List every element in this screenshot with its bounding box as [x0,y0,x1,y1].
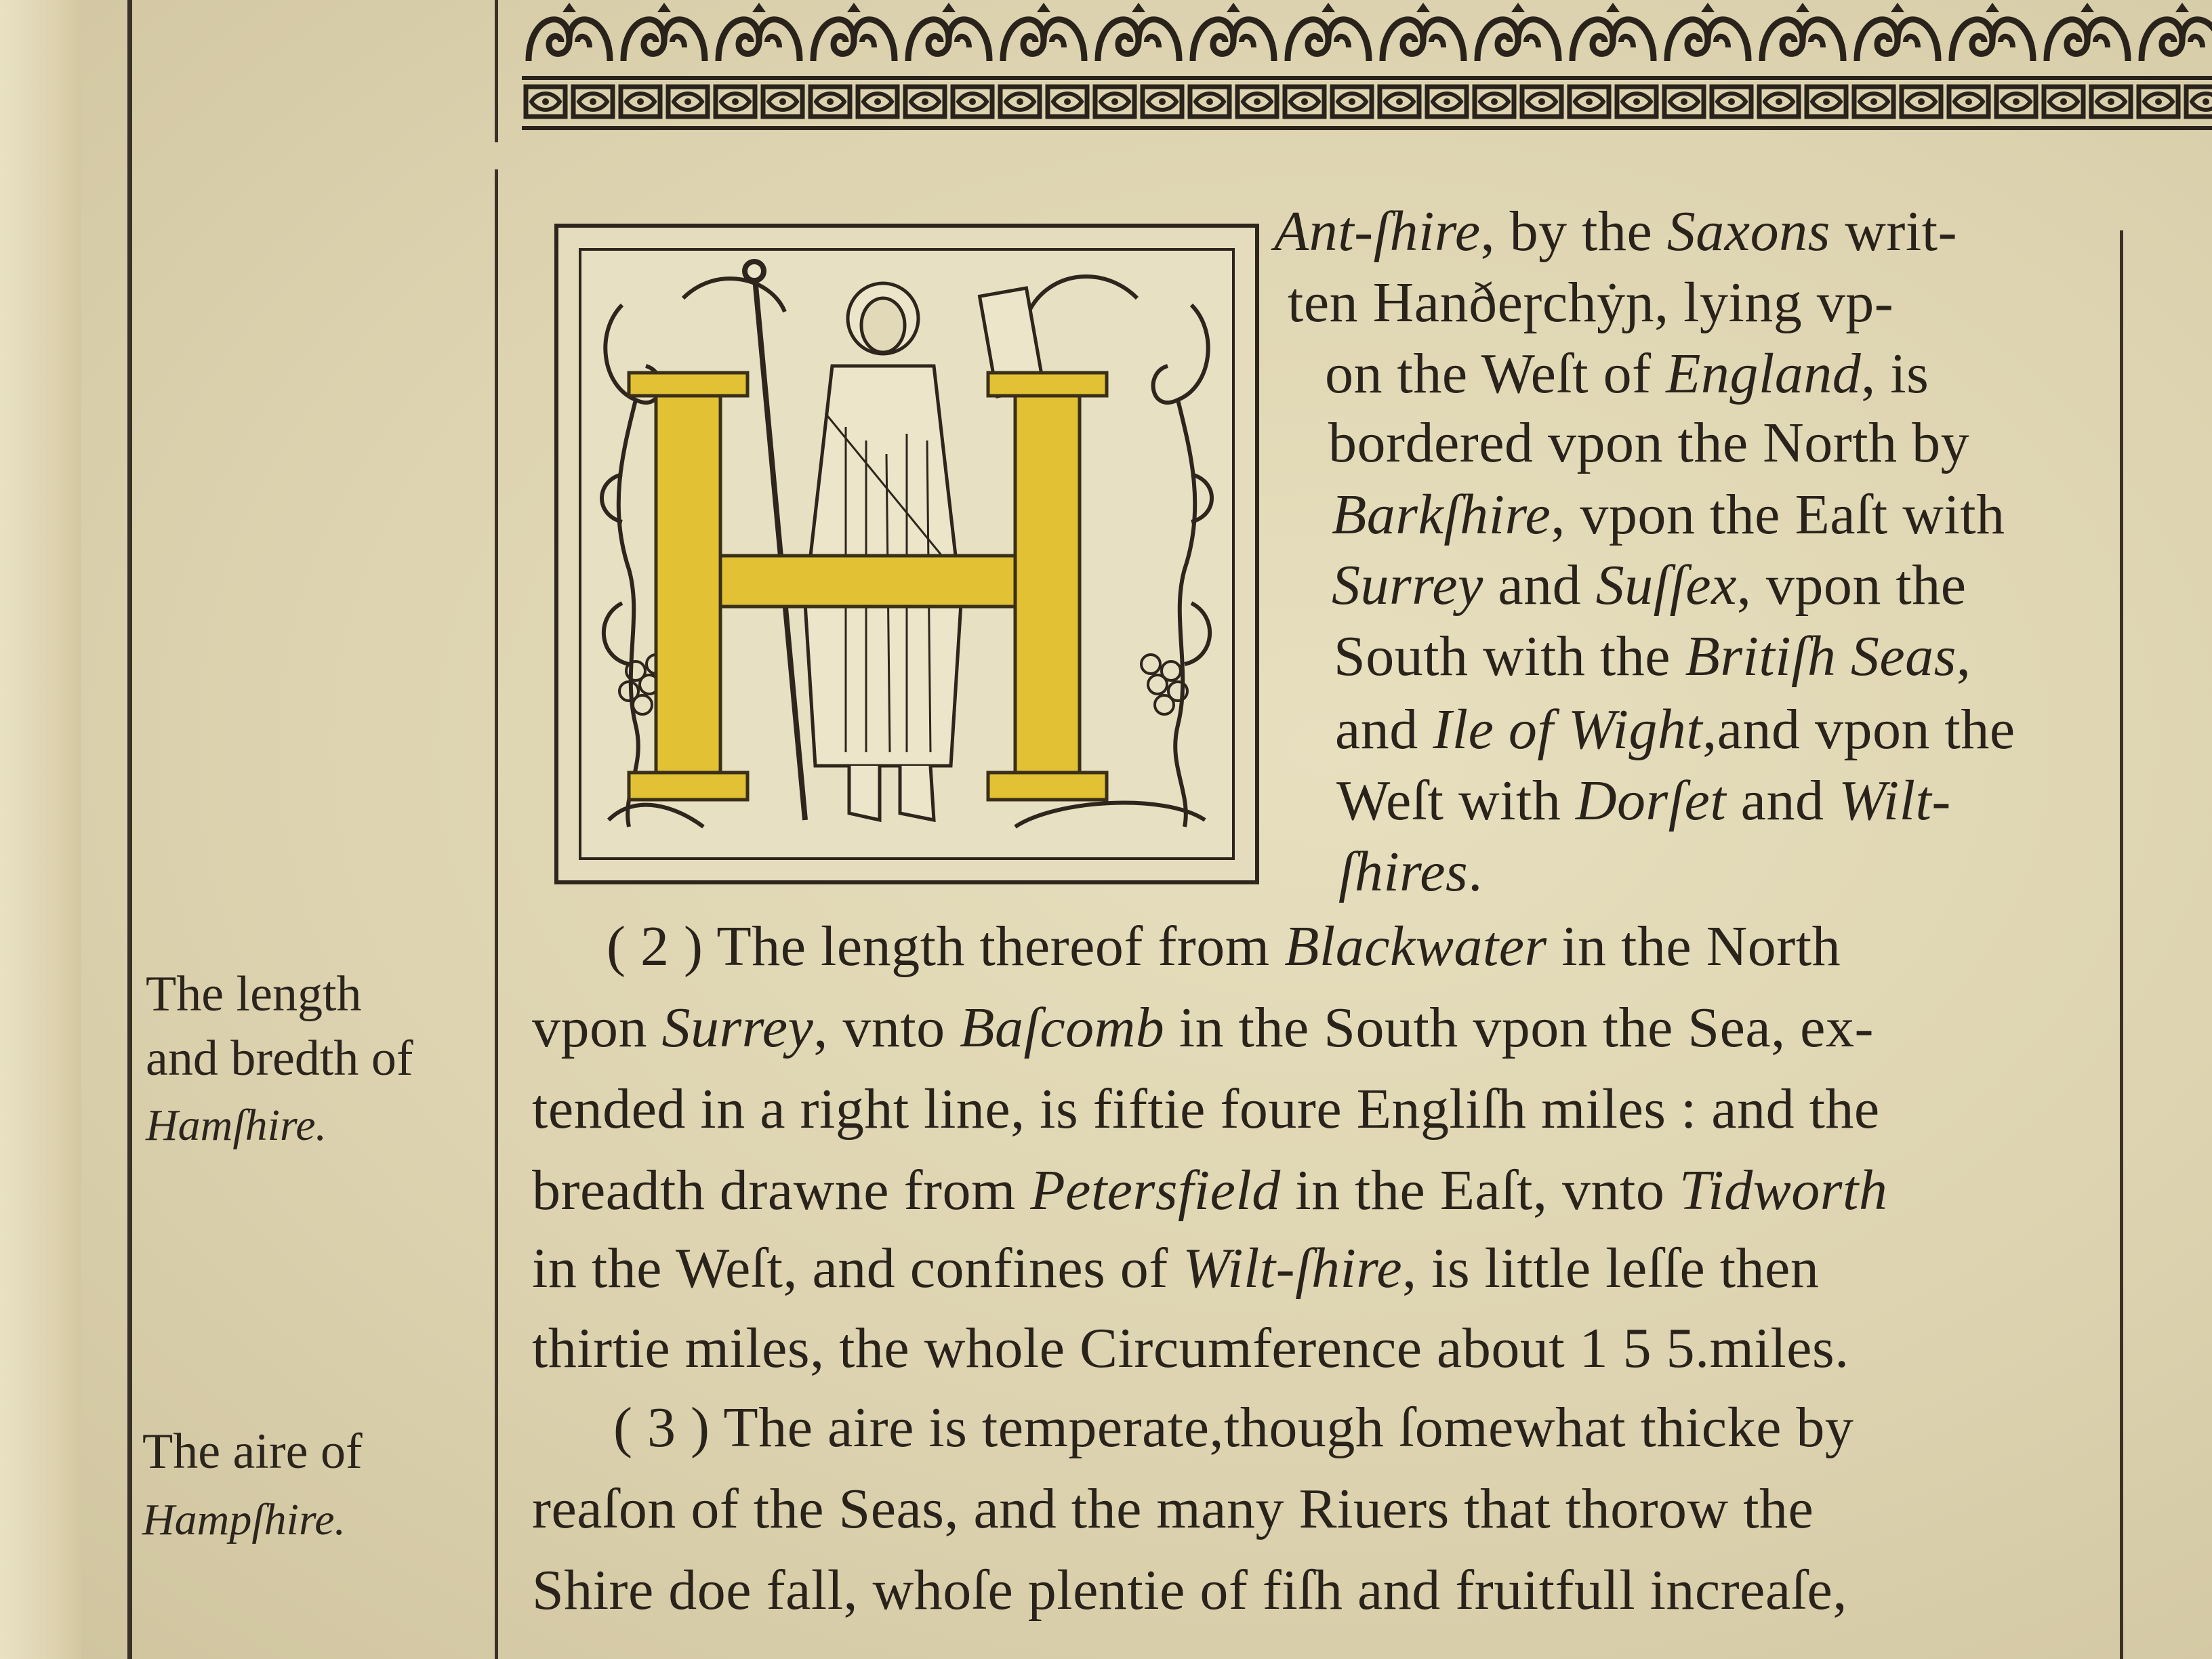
decorated-initial [554,224,1259,884]
p1-l1-c: Saxons [1666,200,1830,263]
p1-l7-a: South with the [1334,625,1685,688]
p2-l2-d: Baſcomb [960,996,1165,1059]
margin-note-2-line-2: Hampſhire. [142,1495,346,1544]
p2-l2-a: vpon [532,996,662,1059]
p1-line-3 [1325,342,1929,405]
p1-line-4 [1328,411,1970,474]
p1-l6-a: Surrey [1332,554,1483,617]
p1-l8-b: Ile of Wight [1433,698,1703,761]
p1-l1-d: writ- [1830,200,1958,263]
p3-l3-a: Shire doe fall, whoſe plentie of fiſh and fruitfull increaſe, [532,1559,1847,1622]
p2-l2-c: , vnto [813,996,960,1059]
p1-l9-a: Weſt with [1336,769,1576,832]
p1-l3-b: England [1666,342,1862,405]
p2-l4-c: in the Eaſt, vnto [1280,1159,1679,1222]
p2-l2-e: in the South vpon the Sea, ex- [1164,996,1874,1059]
p1-l7-b: Britiſh Seas [1685,625,1957,688]
p1-l1-a: Ant-ſhire [1274,200,1481,263]
p1-line-7 [1334,625,1971,688]
p2-l5-c: , is little leſſe then [1402,1237,1820,1300]
p2-line-5 [532,1237,1820,1300]
p1-l7-c: , [1956,625,1971,688]
p2-line-4 [532,1159,1888,1222]
p2-l1-b: Blackwater [1284,915,1547,978]
p1-l1-b: , by the [1480,200,1667,263]
decorated-initial-inner [579,248,1235,860]
p1-line-6 [1332,554,1967,617]
margin-note-1-line-3: Hamſhire. [146,1101,327,1150]
p2-l1-a: ( 2 ) The length thereof from [607,915,1285,978]
margin-note-1-line-2: and bredth of [146,1031,413,1086]
p1-l5-b: , vpon the Eaſt with [1551,483,2005,546]
p1-l8-a: and [1335,698,1433,761]
p3-line-1 [613,1396,1854,1459]
p2-l6-a: thirtie miles, the whole Circumference about 1 5 5.miles. [532,1317,1849,1380]
p1-line-2 [1288,271,1894,334]
p1-line-5 [1332,483,2005,546]
p2-l2-b: Surrey [661,996,814,1059]
initial-illustration [581,251,1232,857]
inner-column-rule [495,169,498,1659]
p1-l9-b: Dorſet [1575,769,1727,832]
p2-l5-b: Wilt-ſhire [1183,1237,1403,1300]
ornament-band [522,0,2212,136]
p2-l5-a: in the Weſt, and confines of [532,1237,1183,1300]
p1-line-9 [1336,769,1951,832]
p1-line-1 [1274,200,1958,263]
p3-line-3 [532,1559,1847,1622]
p2-l4-d: Tidworth [1679,1159,1888,1222]
p1-l9-c: and [1726,769,1839,832]
margin-note-1-line-1: The length [146,966,362,1022]
outer-margin-rule [127,0,132,1659]
p2-l3-a: tended in a right line, is fiftie foure Engliſh miles : and the [532,1078,1880,1141]
p1-l8-c: ,and vpon the [1702,698,2015,761]
right-column-rule [2120,230,2123,1659]
p2-line-6 [532,1317,1849,1380]
p1-l2-a: ten Hanðeɼchẏɲ, lying vp- [1288,271,1894,334]
margin-note-2-line-1: The aire of [142,1424,363,1479]
p2-l1-c: in the North [1547,915,1841,978]
p2-l4-b: Petersfield [1030,1159,1281,1222]
p1-line-8 [1335,698,2015,761]
ornament-svg [522,0,2212,136]
p2-line-1 [607,915,1841,978]
p3-line-2 [532,1477,1814,1540]
p1-line-10 [1338,840,1483,903]
p1-l3-c: , is [1861,342,1929,405]
p1-l5-a: Barkſhire [1332,483,1551,546]
p1-l10-b: . [1468,840,1483,903]
p2-line-2 [532,996,1874,1059]
p1-l10-a: ſhires [1338,840,1469,903]
p1-l9-d: Wilt- [1838,769,1951,832]
p1-l6-d: , vpon the [1736,554,1967,617]
p1-l6-b: and [1483,554,1596,617]
p1-l4-a: bordered vpon the North by [1328,411,1970,474]
p3-l2-a: reaſon of the Seas, and the many Riuers that thorow the [532,1477,1814,1540]
p1-l6-c: Suſſex [1595,554,1737,617]
p1-l3-a: on the Weſt of [1325,342,1666,405]
p2-l4-a: breadth drawne from [532,1159,1031,1222]
page-edge [0,0,81,1659]
p2-line-3 [532,1078,1880,1141]
p3-l1-a: ( 3 ) The aire is temperate,though ſomewhat thicke by [613,1396,1854,1459]
top-column-rule [495,0,498,142]
